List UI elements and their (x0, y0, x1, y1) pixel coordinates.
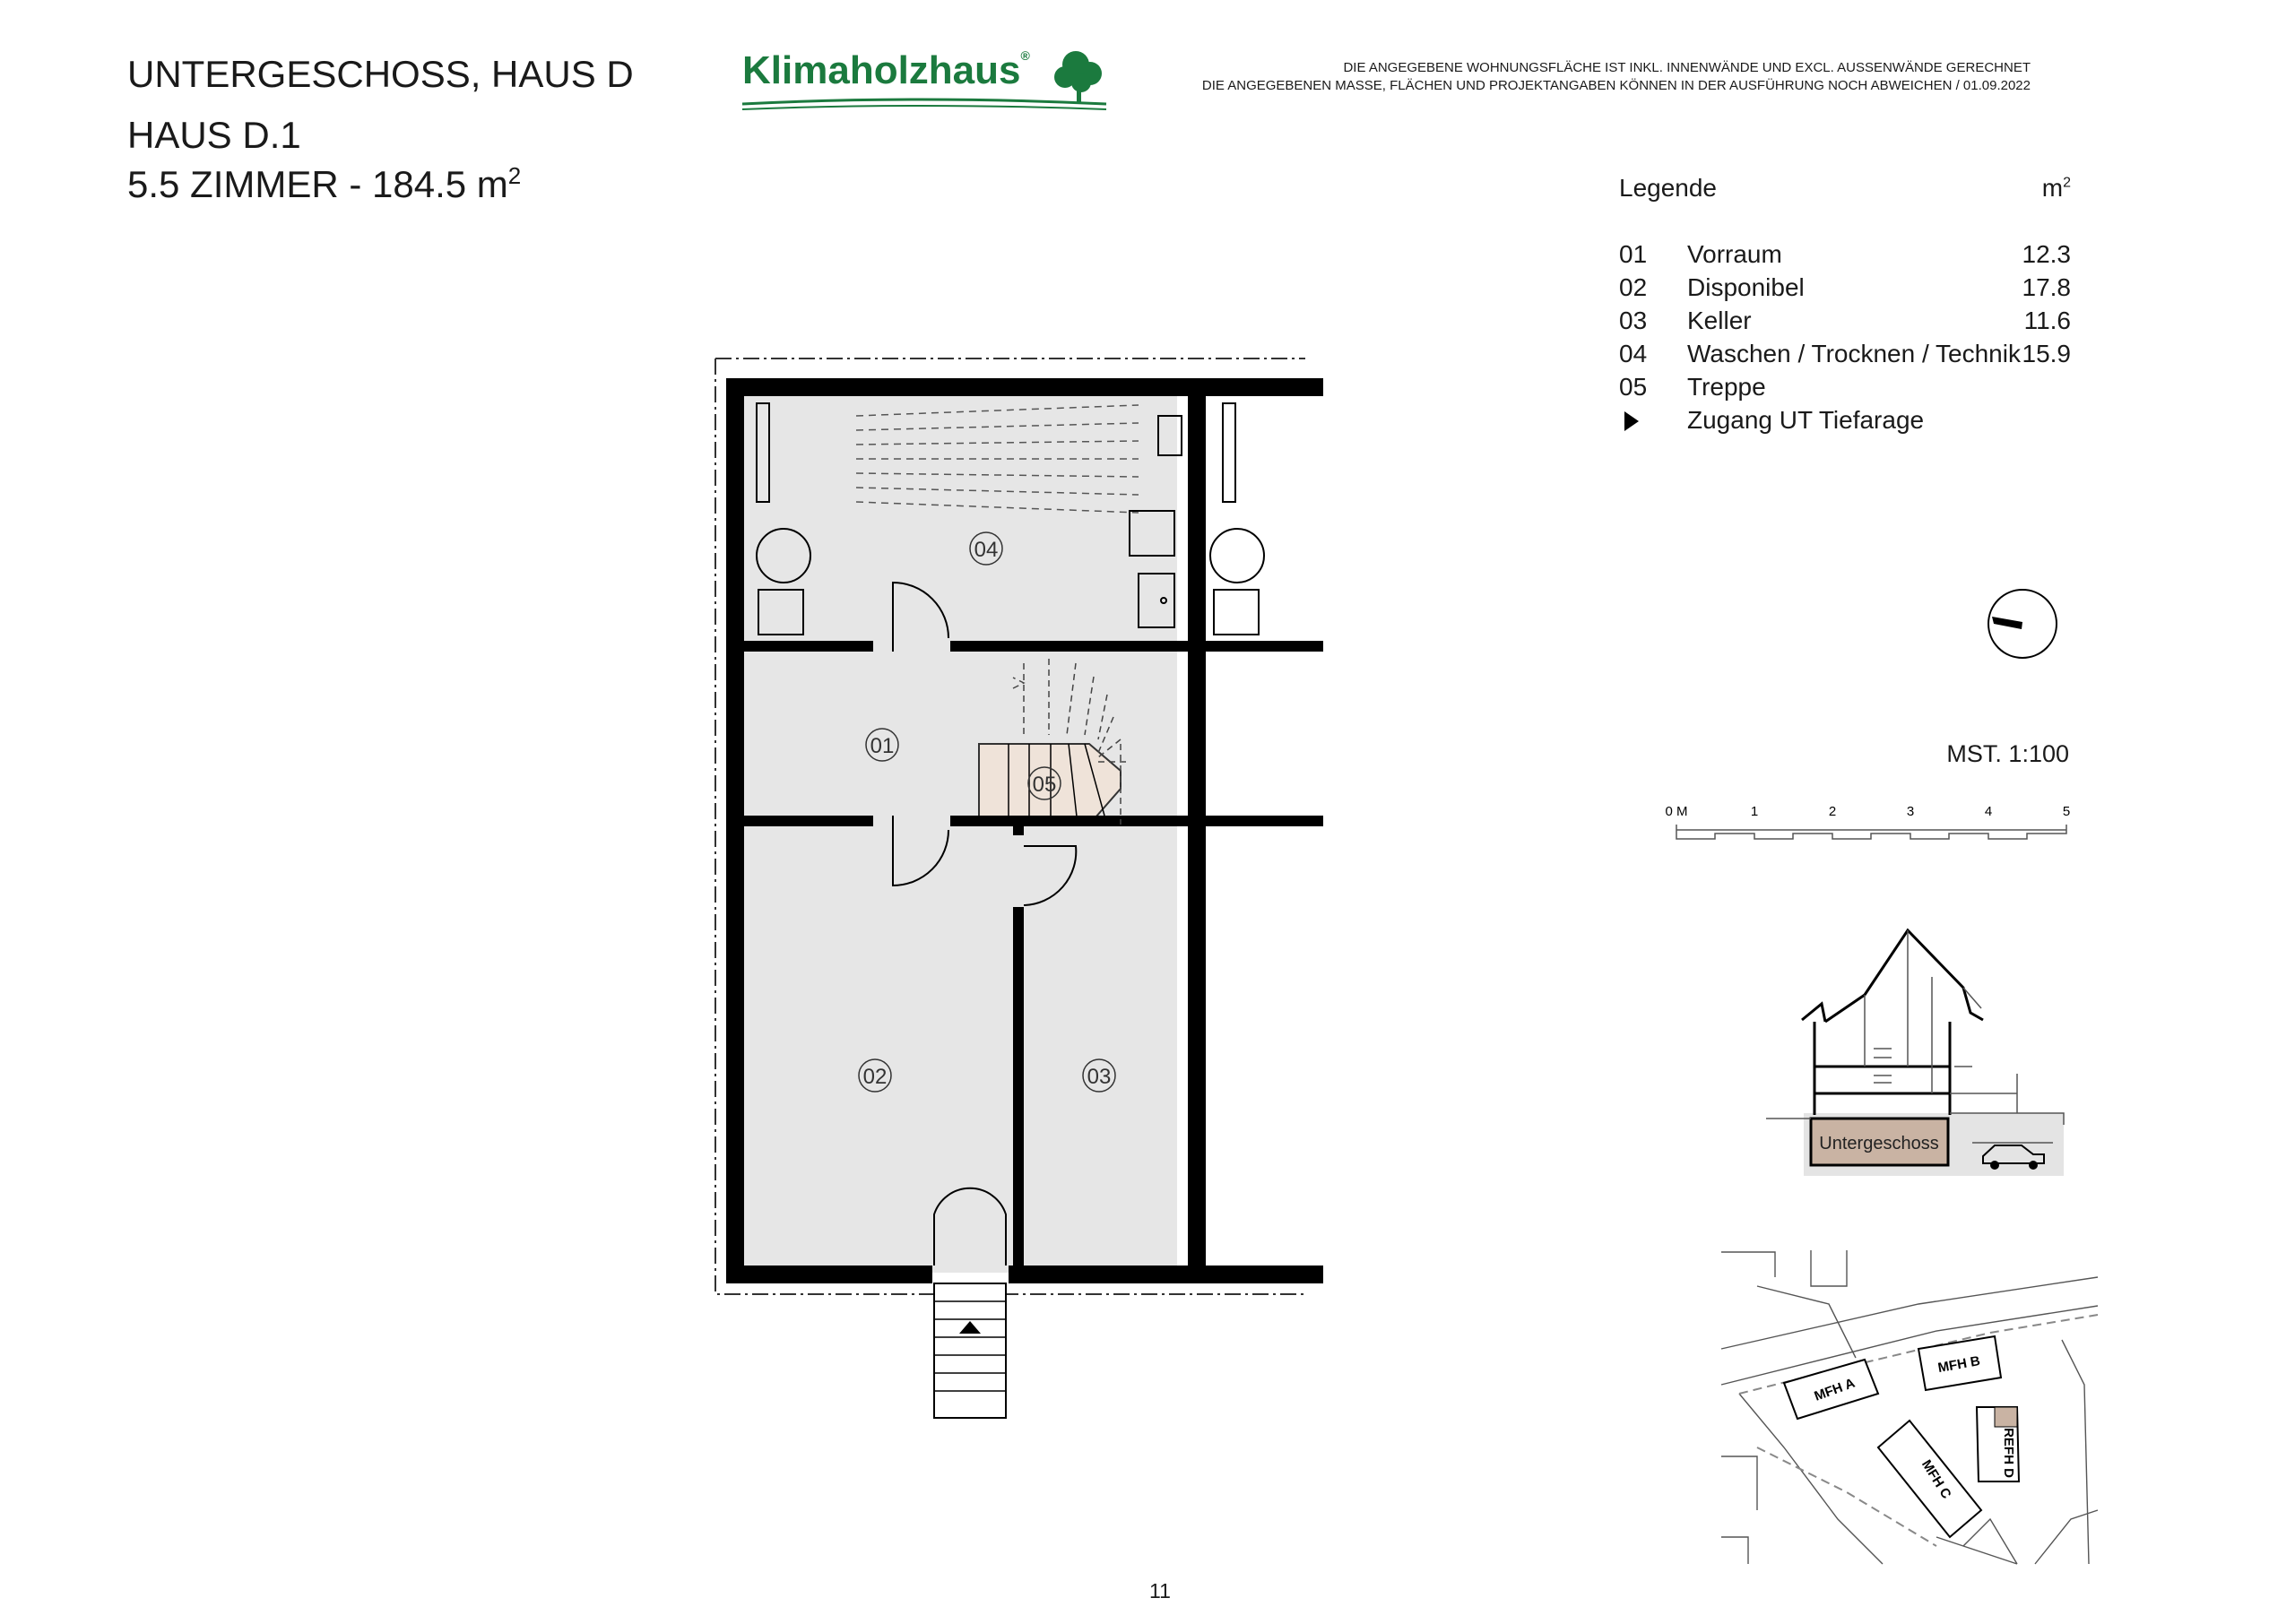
legend-unit-text: m (2041, 174, 2064, 202)
room-label-01: 01 (870, 734, 895, 758)
section-outline (1802, 930, 1983, 1115)
scale-tick-0: 0 M (1665, 804, 1688, 819)
page-title: UNTERGESCHOSS, HAUS D (127, 53, 634, 95)
site-buildings (1784, 1336, 2019, 1537)
scale-tick-3: 3 (1906, 804, 1915, 819)
exterior-stair (934, 1283, 1006, 1418)
scale-bar (1667, 803, 2089, 844)
legend (1619, 170, 2071, 439)
legend-num: 05 (1619, 373, 1648, 401)
legend-room-name: Vorraum (1687, 240, 1782, 268)
site-highlight-d1 (1995, 1407, 2017, 1427)
play-arrow-icon (1623, 410, 1641, 439)
rooms-area-sup: 2 (507, 162, 522, 189)
building-section (1748, 923, 2107, 1192)
page-number: 11 (1149, 1579, 1171, 1602)
legend-num: 02 (1619, 273, 1648, 301)
legend-room-name: Treppe (1687, 373, 1766, 401)
legend-room-name: Keller (1687, 307, 1752, 334)
room-label-03: 03 (1087, 1065, 1112, 1089)
legend-room-area: 11.6 (2023, 307, 2071, 334)
disclaimer-line-2: DIE ANGEGEBENEN MASSE, FLÄCHEN UND PROJEKTANGABEN KÖNNEN IN DER AUSFÜHRUNG NOCH ABWEICHEN / 01.09.2022 (1201, 78, 2031, 94)
logo-registered-mark: ® (1020, 48, 1030, 63)
site-label-mfh-c: MFH C (1918, 1456, 1954, 1502)
room-label-02: 02 (862, 1065, 888, 1089)
legend-unit-sup: 2 (2063, 175, 2071, 191)
disclaimer (1202, 59, 2031, 96)
scale-tick-5: 5 (2062, 804, 2071, 819)
room-label-05: 05 (1032, 773, 1057, 797)
site-label-mfh-b: MFH B (1936, 1353, 1982, 1377)
scale-tick-2: 2 (1828, 804, 1837, 819)
scale-tick-4: 4 (1984, 804, 1993, 819)
north-arrow-icon (1985, 586, 2060, 661)
rooms-area-title (127, 164, 521, 203)
section-basement-label: Untergeschoss (1819, 1134, 1939, 1153)
legend-num: 03 (1619, 307, 1648, 334)
legend-unit (2042, 174, 2071, 203)
room-fill (740, 390, 1177, 1273)
site-plan (1721, 1250, 2098, 1564)
brand-logo (737, 47, 1113, 115)
site-label-mfh-a: MFH A (1812, 1375, 1858, 1404)
logo-tree-icon (737, 47, 1113, 115)
legend-room-area: 15.9 (2022, 340, 2071, 367)
logo-text: Klimaholzhaus (742, 48, 1021, 92)
scale-tick-1: 1 (1750, 804, 1759, 819)
disclaimer-line-1: DIE ANGEGEBENE WOHNUNGSFLÄCHE IST INKL. INNENWÄNDE UND EXCL. AUSSENWÄNDE GERECHNET (1343, 60, 2031, 75)
house-unit-title: HAUS D.1 (127, 114, 301, 156)
legend-room-area: 12.3 (2022, 240, 2071, 268)
legend-title: Legende (1619, 174, 1718, 202)
room-label-04: 04 (974, 538, 999, 562)
section-detail-lines (1766, 930, 2064, 1143)
legend-room-area: 17.8 (2022, 273, 2071, 301)
rooms-area-text: 5.5 ZIMMER - 184.5 m (127, 163, 508, 205)
scale-label: MST. 1:100 (1946, 740, 2069, 767)
legend-num: 04 (1619, 340, 1648, 367)
legend-room-name: Disponibel (1687, 273, 1805, 301)
site-label-refh-d: REFH D (2001, 1428, 2016, 1478)
legend-num: 01 (1619, 240, 1648, 268)
legend-access-label: Zugang UT Tiefarage (1687, 406, 1925, 434)
site-context-lines (1721, 1250, 2098, 1564)
legend-room-name: Waschen / Trocknen / Technik (1687, 340, 2021, 367)
floor-plan (699, 350, 1345, 1443)
